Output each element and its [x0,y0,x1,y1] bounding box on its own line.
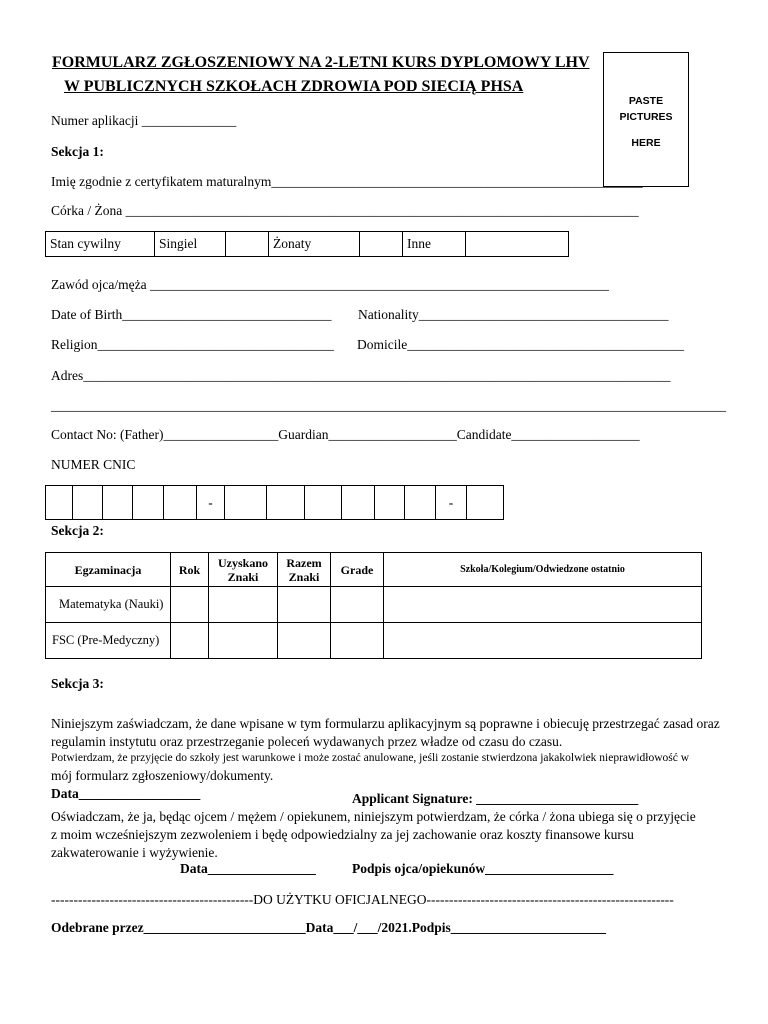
option-single-checkbox[interactable] [226,232,269,257]
dob-field[interactable]: Date of Birth_______________________________ [51,307,332,322]
header-total-marks: Razem Znaki [278,553,331,587]
photo-text-1: PASTE [628,95,664,107]
cnic-digit[interactable] [305,486,342,520]
applicant-signature-field[interactable]: Applicant Signature: ________________________ [352,791,639,806]
cnic-digit[interactable] [103,486,133,520]
daughter-wife-field[interactable]: Córka / Żona ____________________________________________________________________________ [51,203,639,218]
received-by-field[interactable]: Odebrane przez________________________Data___/___/2021.Podpis_______________________ [51,920,606,935]
declaration-line: Potwierdzam, że przyjęcie do szkoły jest warunkowe i może zostać anulowane, jeśli zostanie stwierdzona jakakolwiek nieprawidłowość w [51,752,690,764]
obtained-cell[interactable] [209,623,278,659]
domicile-field[interactable]: Domicile_________________________________________ [357,337,684,352]
cnic-digit[interactable] [46,486,73,520]
section2-heading: Sekcja 2: [51,523,104,538]
header-obtained-marks: Uzyskano Znaki [209,553,278,587]
total-cell[interactable] [278,623,331,659]
cnic-separator: - [197,486,225,520]
cnic-separator: - [436,486,467,520]
exam-row-label: FSC (Pre-Medyczny) [46,623,171,659]
option-married-checkbox[interactable] [360,232,403,257]
guardian-signature-field[interactable]: Podpis ojca/opiekunów___________________ [352,861,614,876]
cnic-digit[interactable] [225,486,267,520]
header-grade: Grade [331,553,384,587]
date-field[interactable]: Data__________________ [51,786,201,801]
guardian-statement-line: zakwaterowanie i wyżywienie. [51,845,218,860]
cnic-label: NUMER CNIC [51,457,136,472]
photo-text-3: HERE [631,137,661,149]
option-married-label: Żonaty [269,232,360,257]
form-title-line2: W PUBLICZNYCH SZKOŁACH ZDROWIA POD SIECIĄ PHSA [64,78,524,95]
address-field[interactable]: Adres_______________________________________________________________________________________ [51,368,671,383]
name-field[interactable]: Imię zgodnie z certyfikatem maturalnym_______________________________________________________ [51,174,643,189]
cnic-digit[interactable] [133,486,164,520]
marital-status-table [45,231,569,257]
cnic-digit[interactable] [73,486,103,520]
cnic-digit[interactable] [405,486,436,520]
religion-field[interactable]: Religion___________________________________ [51,337,334,352]
marital-label: Stan cywilny [46,232,155,257]
year-cell[interactable] [171,587,209,623]
exam-row-label: Matematyka (Nauki) [46,587,171,623]
guardian-statement-line: Oświadczam, że ja, będąc ojcem / mężem / opiekunem, niniejszym potwierdzam, że córka / żona ubiega się o przyjęcie [51,809,696,824]
section3-heading: Sekcja 3: [51,676,104,691]
occupation-field[interactable]: Zawód ojca/męża ____________________________________________________________________ [51,277,609,292]
school-cell[interactable] [384,623,702,659]
header-school: Szkoła/Kolegium/Odwiedzone ostatnio [384,553,702,587]
declaration-line: mój formularz zgłoszeniowy/dokumenty. [51,768,274,783]
section1-heading: Sekcja 1: [51,144,104,159]
photo-text-2: PICTURES [619,111,673,123]
option-other-checkbox[interactable] [466,232,569,257]
nationality-field[interactable]: Nationality_____________________________________ [358,307,669,322]
official-use-divider: ---------------------------------------------DO UŻYTKU OFICJALNEGO------------------------------------------------------- [51,892,674,907]
cnic-digit[interactable] [164,486,197,520]
cnic-digit[interactable] [342,486,375,520]
cnic-digit[interactable] [375,486,405,520]
contact-field[interactable]: Contact No: (Father)_________________Guardian___________________Candidate___________________ [51,427,640,442]
declaration-line: Niniejszym zaświadczam, że dane wpisane w tym formularzu aplikacyjnym są poprawne i obiecuję przestrzegać zasad oraz [51,716,720,731]
photo-placeholder[interactable] [603,52,689,187]
grade-cell[interactable] [331,587,384,623]
cnic-digit[interactable] [467,486,504,520]
declaration-line: regulamin instytutu oraz przestrzeganie poleceń wydawanych przez władze od czasu do czasu. [51,734,563,749]
application-number-field[interactable]: Numer aplikacji ______________ [51,113,237,128]
option-single-label: Singiel [155,232,226,257]
header-year: Rok [171,553,209,587]
year-cell[interactable] [171,623,209,659]
header-exam: Egzaminacja [46,553,171,587]
guardian-statement-line: z moim wcześniejszym zezwoleniem i będę odpowiedzialny za jej zachowanie oraz koszty finansowe kursu [51,827,634,842]
obtained-cell[interactable] [209,587,278,623]
exam-table [45,552,702,659]
cnic-digit[interactable] [267,486,305,520]
total-cell[interactable] [278,587,331,623]
grade-cell[interactable] [331,623,384,659]
school-cell[interactable] [384,587,702,623]
guardian-date-field[interactable]: Data________________ [180,861,316,876]
cnic-input-boxes [45,485,504,520]
address-line2-field[interactable]: ____________________________________________________________________________________________________ [51,398,726,413]
option-other-label: Inne [403,232,466,257]
form-title-line1: FORMULARZ ZGŁOSZENIOWY NA 2-LETNI KURS DYPLOMOWY LHV [52,54,590,71]
